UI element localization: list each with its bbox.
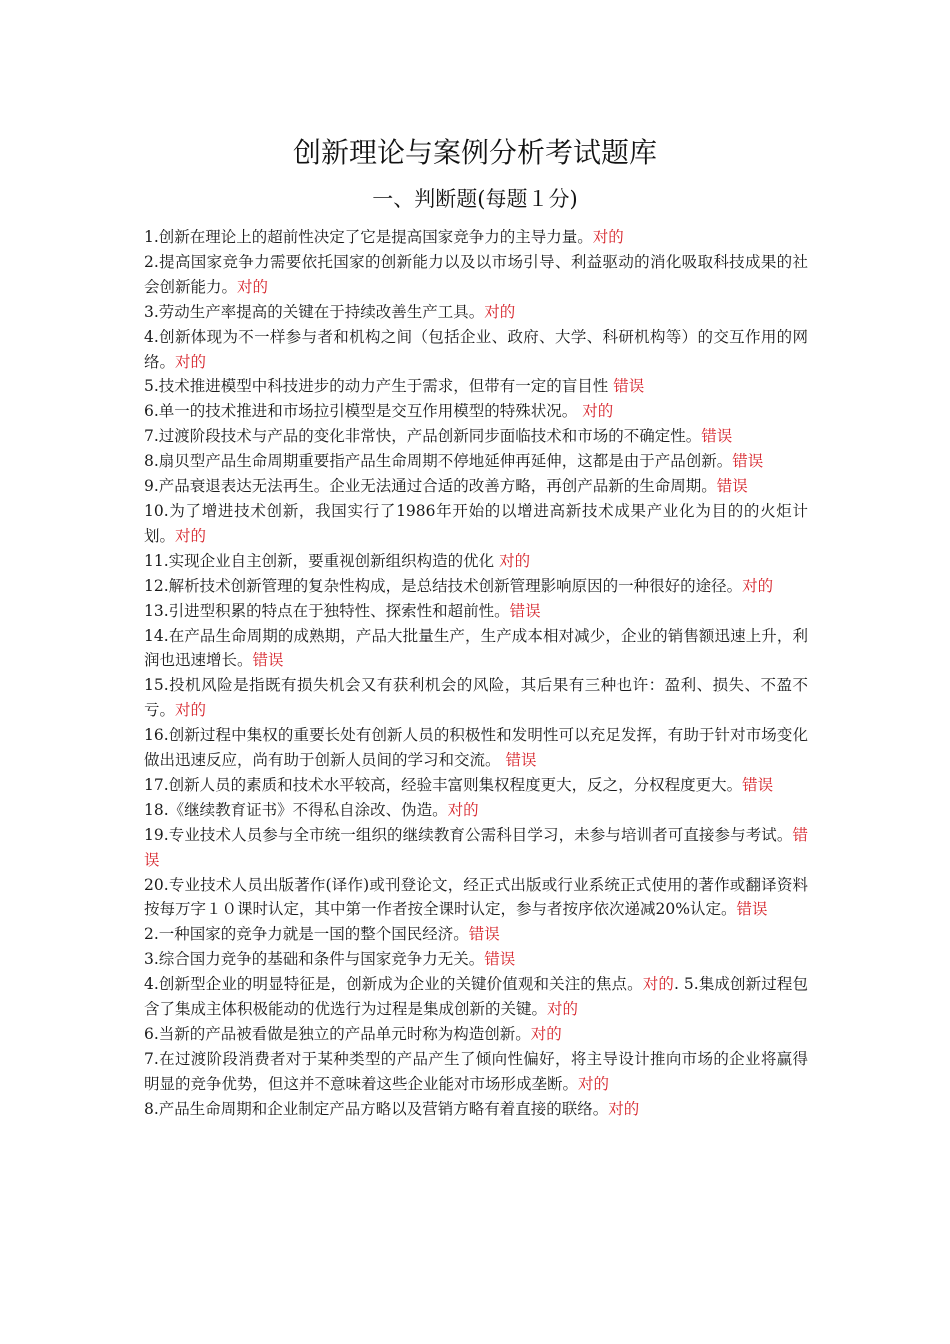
- answer-text: 对的: [582, 402, 614, 421]
- question-item: [144, 798, 808, 823]
- answer-text: 对的: [175, 701, 207, 720]
- answer-text: 对的: [447, 800, 479, 819]
- answer-text: 对的: [592, 228, 624, 246]
- question-item: [144, 723, 808, 773]
- question-item: [144, 673, 808, 723]
- question-text: 2.提高国家竞争力需要依托国家的创新能力以及以市场引导、利益驱动的消化吸取科技成果的社会创新能力。: [144, 252, 808, 296]
- question-item: [144, 250, 808, 300]
- question-item: [144, 424, 808, 449]
- answer-text: 对的: [499, 551, 531, 570]
- question-item: [144, 922, 808, 947]
- question-text: 6.单一的技术推进和市场拉引模型是交互作用模型的特殊状况。: [144, 402, 583, 421]
- question-item: [144, 1022, 808, 1047]
- question-item: [144, 773, 808, 798]
- answer-text: 对的: [484, 302, 516, 321]
- question-text: 11.实现企业自主创新，要重视创新组织构造的优化: [144, 551, 500, 570]
- question-item: [144, 972, 808, 1022]
- answer-text: 错误: [716, 477, 748, 496]
- answer-text: 对的: [578, 1074, 610, 1093]
- question-text: 7.过渡阶段技术与产品的变化非常快，产品创新同步面临技术和市场的不确定性。: [144, 427, 702, 446]
- question-item: [144, 624, 808, 674]
- question-text: 1.创新在理论上的超前性决定了它是提高国家竞争力的主导力量。: [144, 228, 593, 246]
- question-item: [144, 947, 808, 972]
- question-text: 2.一种国家的竞争力就是一国的整个国民经济。: [144, 925, 469, 944]
- answer-text: 错误: [701, 427, 733, 446]
- question-item: [144, 1047, 808, 1097]
- question-text: 19.专业技术人员参与全市统一组织的继续教育公需科目学习，未参与培训者可直接参与考试。: [144, 825, 793, 844]
- answer-text: 对的: [742, 576, 774, 595]
- answer-text: 错误: [736, 900, 768, 919]
- question-text: 14.在产品生命周期的成熟期，产品大批量生产，生产成本相对减少，企业的销售额迅速上升，利润也迅速增长。: [144, 626, 808, 670]
- question-text: 17.创新人员的素质和技术水平较高，经验丰富则集权程度更大，反之，分权程度更大。: [144, 775, 743, 794]
- answer-text: 错误: [742, 775, 774, 794]
- question-item: [144, 549, 808, 574]
- answer-text: 错误: [509, 601, 541, 620]
- answer-text: 对的: [608, 1099, 640, 1118]
- answer-text: 错误: [613, 377, 645, 396]
- question-item: [144, 325, 808, 375]
- question-text: 10.为了增进技术创新，我国实行了1986年开始的以增进高新技术成果产业化为目的的火炬计划。: [144, 501, 808, 545]
- question-text: 5.技术推进模型中科技进步的动力产生于需求，但带有一定的盲目性: [144, 377, 614, 396]
- question-text: 3.劳动生产率提高的关键在于持续改善生产工具。: [144, 302, 485, 321]
- question-text: . 5.集成创新过程包含了集成主体积极能动的优选行为过程是集成创新的关键。: [144, 975, 808, 1019]
- question-item: [144, 823, 808, 873]
- section-heading: 一、判断题(每题１分): [372, 187, 578, 211]
- question-text: 8.产品生命周期和企业制定产品方略以及营销方略有着直接的联络。: [144, 1099, 609, 1118]
- answer-text: 错误: [484, 950, 516, 969]
- question-item: [144, 1097, 808, 1122]
- question-text: 6.当新的产品被看做是独立的产品单元时称为构造创新。: [144, 1025, 531, 1043]
- question-text: 8.扇贝型产品生命周期重要指产品生命周期不停地延伸再延伸，这都是由于产品创新。: [144, 452, 733, 471]
- document-title: 创新理论与案例分析考试题库: [292, 136, 657, 169]
- question-item: [144, 574, 808, 599]
- question-text: 3.综合国力竞争的基础和条件与国家竞争力无关。: [144, 950, 485, 969]
- question-item: [144, 374, 808, 399]
- answer-text: 错误: [468, 925, 500, 944]
- question-text: 4.创新体现为不一样参与者和机构之间（包括企业、政府、大学、科研机构等）的交互作用的网络。: [144, 327, 808, 371]
- question-text: 4.创新型企业的明显特征是，创新成为企业的关键价值观和关注的焦点。: [144, 975, 643, 994]
- question-text: 13.引进型积累的特点在于独特性、探索性和超前性。: [144, 601, 510, 620]
- answer-text: 错误: [732, 452, 764, 471]
- answer-text: 对的: [642, 975, 674, 994]
- question-text: 20.专业技术人员出版著作(译作)或刊登论文，经正式出版或行业系统正式使用的著作或翻译资料按每万字１０课时认定，其中第一作者按全课时认定，参与者按序依次递减20%认定。: [144, 875, 808, 919]
- answer-text: 对的: [530, 1025, 562, 1043]
- answer-text: 错误: [252, 651, 284, 670]
- answer-text: 对的: [237, 277, 269, 296]
- question-text: 7.在过渡阶段消费者对于某种类型的产品产生了倾向性偏好，将主导设计推向市场的企业将赢得明显的竞争优势，但这并不意味着这些企业能对市场形成垄断。: [144, 1049, 808, 1093]
- question-text: 18.《继续教育证书》不得私自涂改、伪造。: [144, 800, 448, 819]
- answer-text: 错误: [505, 751, 537, 770]
- question-text: 16.创新过程中集权的重要长处有创新人员的积极性和发明性可以充足发挥，有助于针对市场变化做出迅速反应，尚有助于创新人员间的学习和交流。: [144, 726, 808, 770]
- question-item: [144, 474, 808, 499]
- question-text: 12.解析技术创新管理的复杂性构成，是总结技术创新管理影响原因的一种很好的途径。: [144, 576, 743, 595]
- question-text: 15.投机风险是指既有损失机会又有获利机会的风险，其后果有三种也许：盈利、损失、不盈不亏。: [144, 676, 808, 720]
- answer-text: 对的: [175, 352, 207, 371]
- question-item: [144, 225, 808, 250]
- question-item: [144, 599, 808, 624]
- question-list: [144, 225, 808, 1122]
- question-item: [144, 399, 808, 424]
- answer-text: 对的: [175, 526, 207, 545]
- answer-text: 对的: [547, 1000, 579, 1019]
- question-text: 9.产品衰退表达无法再生。企业无法通过合适的改善方略，再创产品新的生命周期。: [144, 477, 717, 496]
- question-item: [144, 300, 808, 325]
- question-item: [144, 499, 808, 549]
- question-item: [144, 449, 808, 474]
- question-item: [144, 873, 808, 923]
- answer-text: 错误: [144, 825, 808, 869]
